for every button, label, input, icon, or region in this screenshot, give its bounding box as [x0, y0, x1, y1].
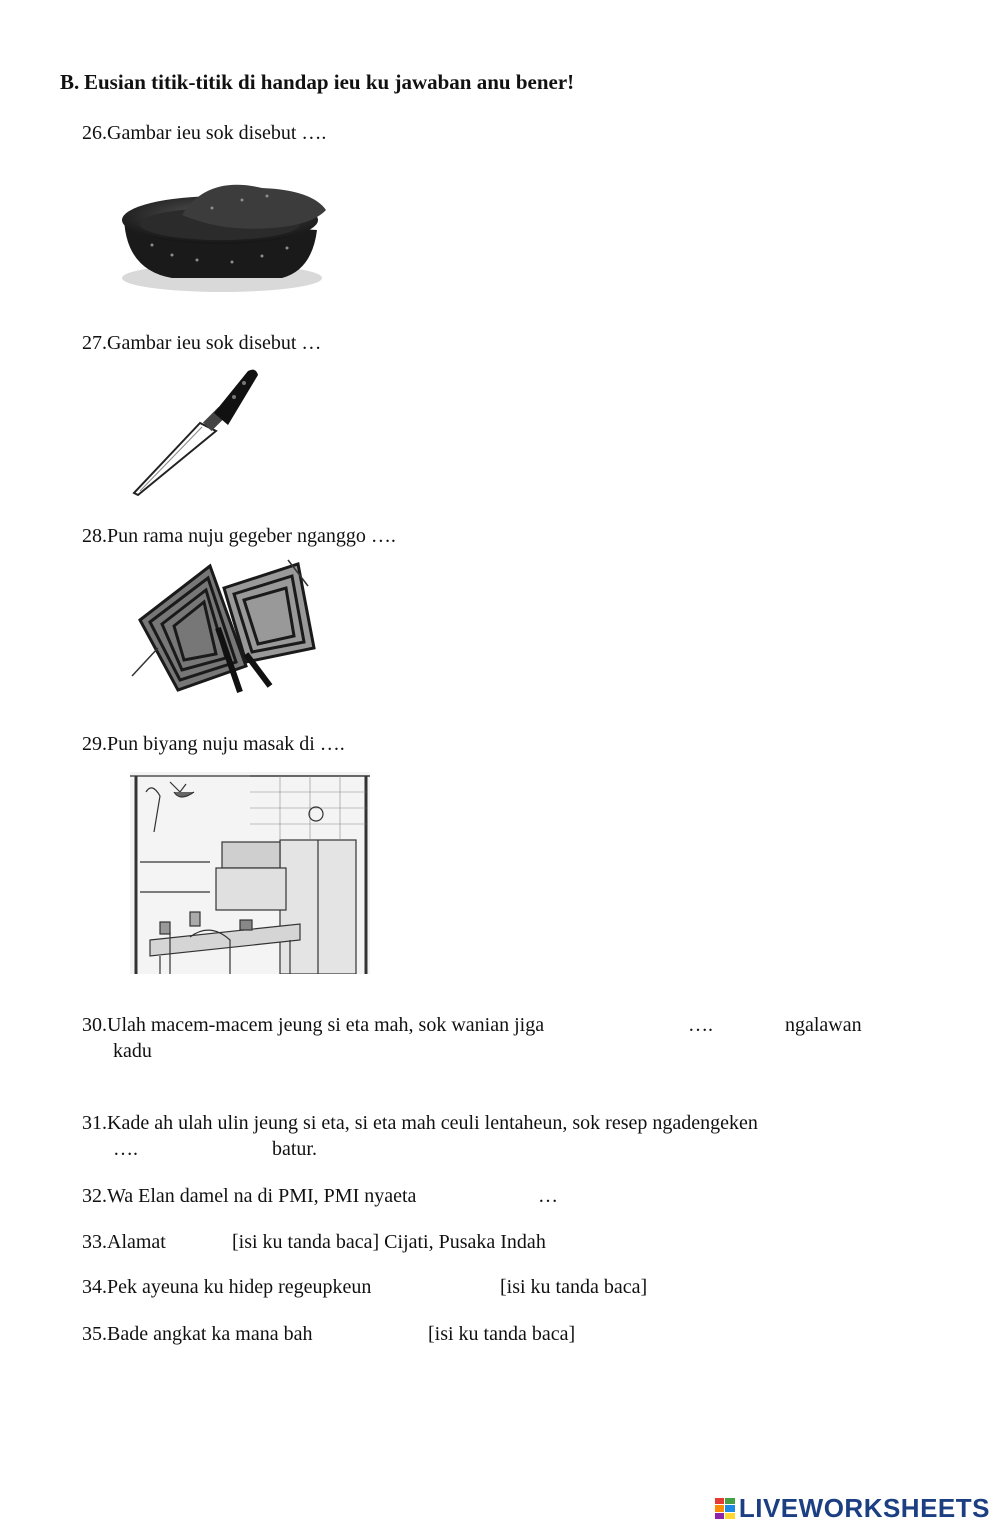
stone-mortar-image: [112, 170, 342, 305]
brand-text: LIVEWORKSHEETS: [738, 1493, 990, 1523]
question-35: 35.Bade angkat ka mana bah: [82, 1323, 313, 1345]
question-31: 31.Kade ah ulah ulin jeung si eta, si eta mah ceuli lentaheun, sok resep ngadengeken: [82, 1112, 758, 1134]
liveworksheets-brand[interactable]: [715, 1493, 990, 1524]
section-heading: [60, 70, 574, 95]
question-33: 33.Alamat: [82, 1231, 166, 1253]
woven-fan-image: [128, 558, 328, 698]
question-30-text-c: kadu: [113, 1040, 152, 1062]
question-26: 26.Gambar ieu sok disebut ….: [82, 122, 327, 144]
question-35-hint[interactable]: [isi ku tanda baca]: [428, 1323, 576, 1345]
question-31-blank[interactable]: ….: [113, 1138, 138, 1160]
question-28: 28.Pun rama nuju gegeber nganggo ….: [82, 525, 396, 547]
question-32-blank[interactable]: …: [538, 1185, 558, 1207]
section-title: Eusian titik-titik di handap ieu ku jawaban anu bener!: [84, 70, 575, 94]
question-29: 29.Pun biyang nuju masak di ….: [82, 733, 345, 755]
question-33-hint[interactable]: [isi ku tanda baca] Cijati, Pusaka Indah: [232, 1231, 546, 1253]
question-32: 32.Wa Elan damel na di PMI, PMI nyaeta: [82, 1185, 417, 1207]
liveworksheets-logo-icon: [715, 1498, 735, 1520]
question-31-text-b: batur.: [272, 1138, 317, 1160]
question-30-blank[interactable]: ….: [688, 1014, 713, 1036]
question-34-hint[interactable]: [isi ku tanda baca]: [500, 1276, 648, 1298]
question-34: 34.Pek ayeuna ku hidep regeupkeun: [82, 1276, 372, 1298]
question-27: 27.Gambar ieu sok disebut …: [82, 332, 322, 354]
question-30: 30.Ulah macem-macem jeung si eta mah, sok wanian jiga: [82, 1014, 545, 1036]
kitchen-knife-image: [130, 365, 270, 500]
section-label: B.: [60, 70, 80, 94]
question-30-text-b: ngalawan: [785, 1014, 862, 1036]
kitchen-scene-image: [130, 772, 370, 974]
